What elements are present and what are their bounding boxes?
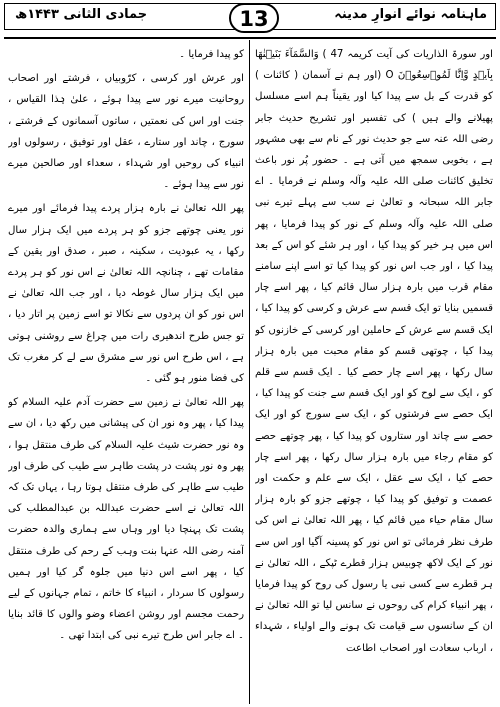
paragraph: اور عرش اور کرسی ، کرّوبیاں ، فرشتے اور اصحاب روحانیت میرے نور سے پیدا ہوئے ، علیٰ ہٰذا القیاس ، جنت اور اس کی نعمتیں ، ساتوں آسمانوں کے فرشتے ، سورج ، چاند اور ستارے ، عقل اور توفیق ، رسولوں اور انبیاء کی روحیں اور شہداء ، سعداء اور صالحین میرے نور سے پیدا ہوئے ۔ bbox=[8, 73, 244, 191]
paragraph: پھر اللہ تعالیٰ نے بارہ ہزار پردے پیدا فرمائے اور میرے نور یعنی چوتھے جزو کو ہر پردے میں ایک ہزار سال رکھا ، یہ عبودیت ، سکینہ ، صبر ، صدق اور یقین کے مقامات تھے ، چنانچہ اللہ تعالیٰ نے اس نور کو ہر پردے میں ایک ہزار سال غوطہ دیا ، اور جب اللہ تعالیٰ نے اس نور کو ان پردوں سے نکالا تو اسے زمین پر اتار دیا ، تو جس طرح اندھیری رات میں چراغ سے روشنی ہوتی ہے ، اس طرح اس نور سے مشرق سے لے کر مغرب تک کی فضا منور ہو گئی ۔ bbox=[8, 203, 244, 385]
issue-date: جمادی الثانی ۱۴۴۳ھ bbox=[15, 7, 148, 22]
paragraph: پھر اللہ تعالیٰ نے زمین سے حضرت آدم علیہ السلام کو پیدا کیا ، پھر وہ نور ان کی پیشانی میں رکھ دیا ، ان سے وہ نور حضرت شیث علیہ السلام کی طرف منتقل ہوا ، پھر وہ نور پشت در پشت طاہر سے طیب کی طرف اور طیب سے طاہر کی طرف منتقل ہوتا رہا ، یہاں تک کہ اللہ تعالیٰ نے اسے حضرت عبداللہ بن عبدالمطلب کی پشت تک پہنچا دیا اور وہاں سے ہماری والدہ حضرت آمنہ رضی اللہ عنہا بنت وہب کے رحم کی طرف منتقل کیا ، پھر اسے اس دنیا میں جلوہ گر کیا اور ہمیں رسولوں کا سردار ، انبیاء کا خاتم ، تمام جہانوں کے لیے رحمت مجسم اور روشن اعضاء وضو والوں کا قائد بنایا ۔ اے جابر اس طرح تیرے نبی کی ابتدا تھی ۔ bbox=[8, 397, 244, 642]
paragraph: اور سورۃ الذاریات کی آیت کریمہ 47 ) وَالسَّمَآءَ بَنَیۡنٰهَا بِاَیۡدٍ وَّاِنَّا لَمُوۡسِعُوۡنَ O (اور ہم نے آسمان ( کائنات ) کو قدرت کے بل سے پیدا کیا اور یقیناً ہم اسے مسلسل پھیلانے والے ہیں ) کی تفسیر اور تشریح حدیث جابر رضی اللہ عنہ سے جو حدیث نور کے نام سے بھی مشہور ہے ، بخوبی سمجھ میں آتی ہے ۔ حضور پُر نور باعث تخلیق کائنات صلی اللہ علیہ وآلہ وسلم نے فرمایا ۔ اے جابر اللہ سبحانہ و تعالیٰ نے سب سے پہلے تیرے نبی صلی اللہ علیہ وآلہ وسلم کے نور کو پیدا فرمایا ، پھر اس میں ہر خیر کو پیدا کیا ، اور ہر شئے کو اس کے بعد پیدا کیا ، اور جب اس نور کو پیدا کیا تو اسے اپنے سامنے مقام قرب میں بارہ ہزار سال قائم کیا ، پھر اسے چار قسمیں بنایا تو ایک قسم سے عرش و کرسی کو پیدا کیا ، ایک قسم سے عرش کے حاملین اور کرسی کے خازنوں کو پیدا کیا ، چوتھی قسم کو مقام محبت میں بارہ ہزار سال رکھا ، پھر اسے چار حصے کیا ۔ ایک قسم سے قلم کو ، ایک سے لوح کو اور ایک قسم سے جنت کو پیدا کیا ، ایک حصے سے فرشتوں کو ، ایک سے سورج کو اور ایک حصے سے چاند اور ستاروں کو پیدا کیا ، پھر چوتھے حصے کو مقام رجاء میں بارہ ہزار سال رکھا ، پھر اسے چار حصے کیا ، ایک سے عقل ، ایک سے علم و حکمت اور عصمت و توفیق کو پیدا کیا ، چوتھے جزو کو بارہ ہزار سال مقام حیاء میں قائم کیا ، پھر اللہ تعالیٰ نے اس کی طرف نظر فرمائی تو اس نور کو پسینہ آگیا اور اس سے نور کے ایک لاکھ چوبیس ہزار قطرے ٹپکے ، اللہ تعالیٰ نے ہر قطرے سے کسی نبی یا رسول کی روح کو پیدا فرمایا ، پھر انبیاء کرام کی روحوں نے سانس لیا تو اللہ تعالیٰ نے ان کے سانسوں سے قیامت تک ہونے والے اولیاء ، شہداء ، ارباب سعادت اور اصحاب اطاعت bbox=[255, 49, 493, 654]
column-divider bbox=[249, 40, 250, 704]
left-column bbox=[8, 44, 244, 704]
page-header bbox=[4, 3, 496, 30]
paragraph: کو پیدا فرمایا ۔ bbox=[179, 49, 244, 60]
right-column bbox=[255, 44, 493, 704]
header-rule bbox=[4, 37, 496, 39]
page-number: 13 bbox=[229, 3, 279, 33]
magazine-title: ماہنامہ نوائے انوارِ مدینہ bbox=[334, 7, 487, 22]
